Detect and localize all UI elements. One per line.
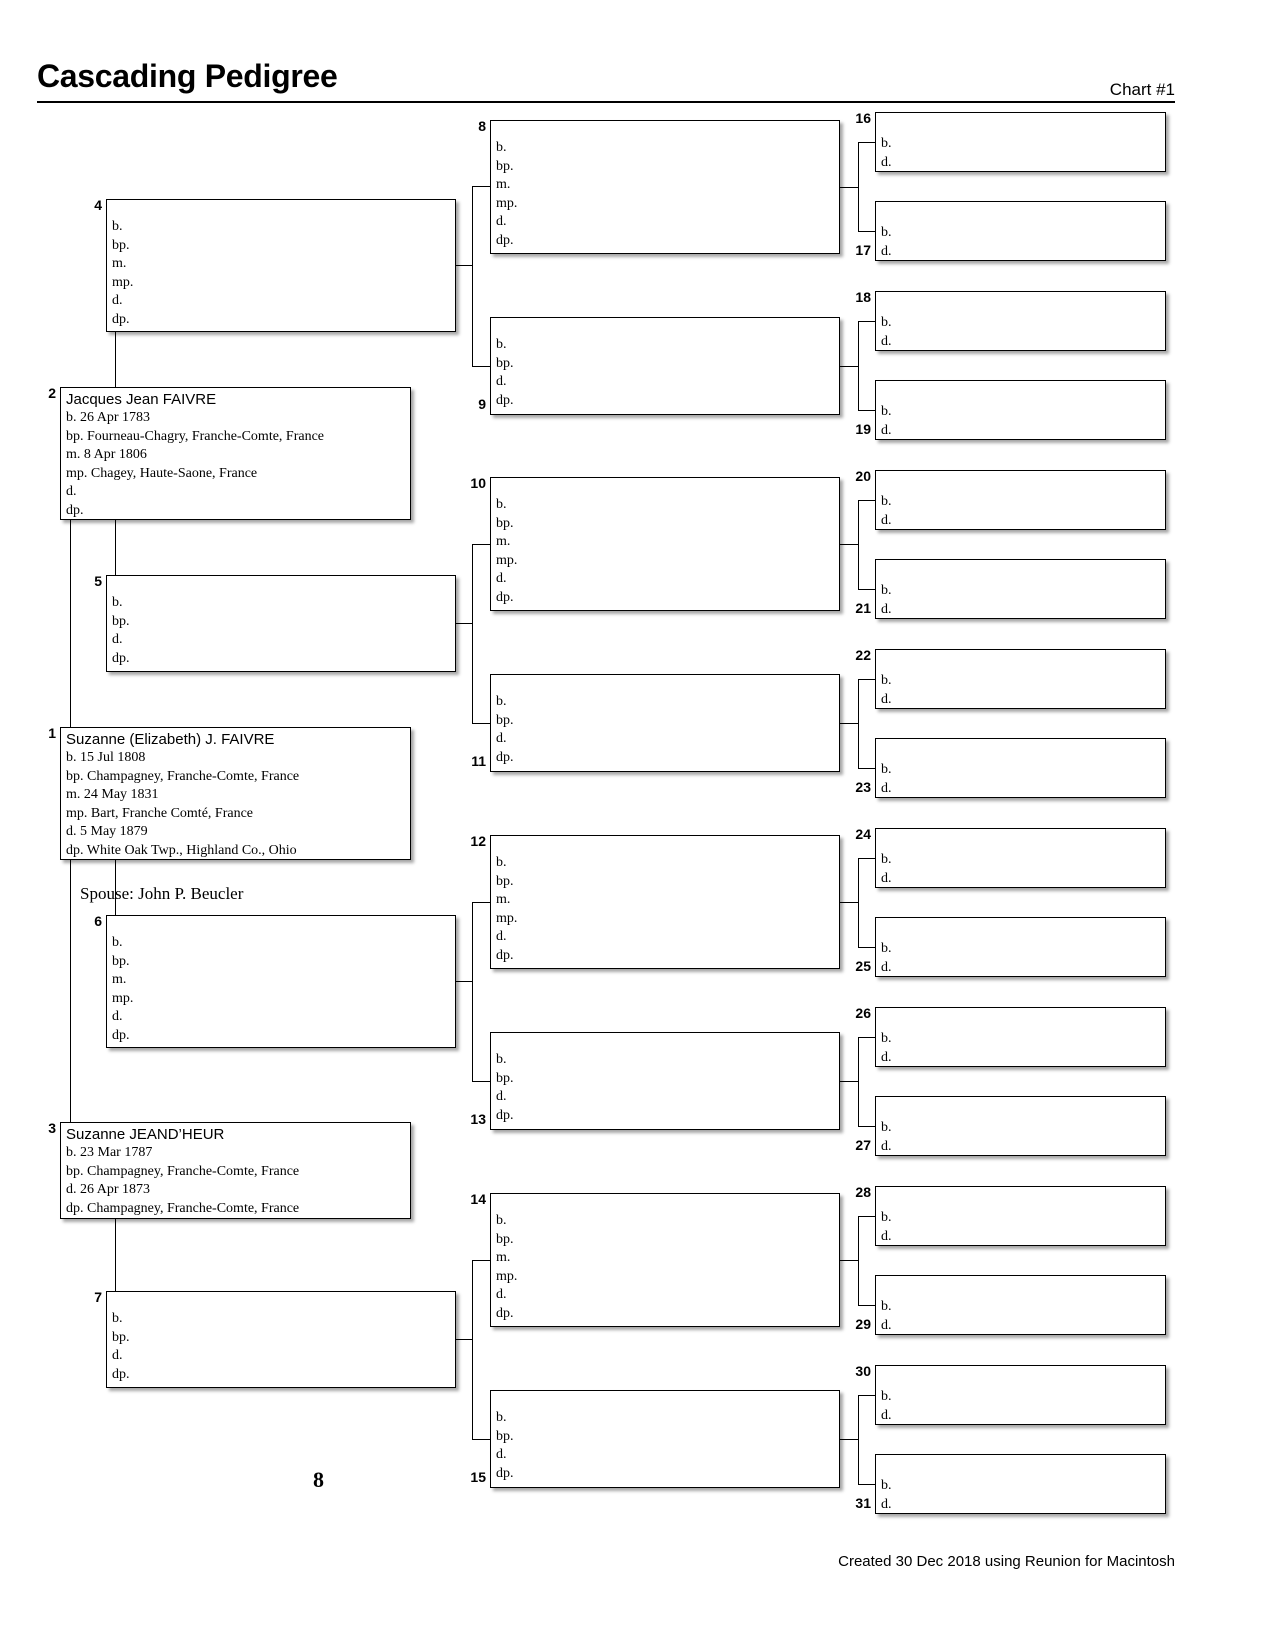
connector-line-vertical [115,1219,116,1291]
person-box-16 [875,112,1166,172]
person-detail-line: m. 24 May 1831 [66,787,159,802]
connector-line-vertical [472,1260,473,1439]
person-detail-line: bp. [112,237,130,253]
ahnentafel-number: 31 [855,1495,871,1511]
connector-line-horizontal [472,1439,490,1440]
person-detail-line: b. [881,583,892,598]
person-detail-line: b. [881,404,892,419]
person-detail-line: d. [881,870,892,886]
person-box-21 [875,559,1166,619]
ahnentafel-number: 6 [94,913,102,929]
person-detail-line: d. [496,1089,507,1104]
connector-line-horizontal [472,366,490,367]
connector-line-vertical [70,520,71,727]
person-detail-line: d. [881,959,892,975]
person-detail-line: bp. [112,1329,130,1345]
connector-line-horizontal [840,1081,858,1082]
person-box-10 [490,477,840,611]
connector-line-horizontal [858,1395,875,1396]
connector-line-vertical [858,321,859,410]
person-detail-line: m. 8 Apr 1806 [66,447,147,462]
person-box-24 [875,828,1166,888]
person-detail-line: b. [496,337,507,352]
ahnentafel-number: 1 [48,725,56,741]
connector-line-horizontal [840,187,858,188]
ahnentafel-number: 15 [470,1469,486,1485]
person-box-3 [60,1122,411,1219]
person-detail-line: dp. [112,650,130,666]
person-detail-line: d. [881,422,892,438]
person-detail-line: mp. [496,910,518,926]
person-detail-line: d. [881,1317,892,1333]
person-detail-line: d. [496,731,507,746]
person-detail-line: b. [496,140,507,155]
person-detail-line: mp. [496,195,518,211]
connector-line-horizontal [472,1081,490,1082]
person-detail-line: dp. [496,589,514,605]
ahnentafel-number: 9 [478,396,486,412]
person-box-27 [875,1096,1166,1156]
ahnentafel-number: 3 [48,1120,56,1136]
ahnentafel-number: 7 [94,1289,102,1305]
person-detail-line: bp. Fourneau-Chagry, Franche-Comte, France [66,428,325,444]
person-detail-line: b. [881,225,892,240]
ahnentafel-number: 5 [94,573,102,589]
person-detail-line: m. [496,177,511,192]
person-detail-line: b. 15 Jul 1808 [66,750,146,765]
connector-line-vertical [858,142,859,231]
ahnentafel-number: 10 [470,475,486,491]
connector-line-vertical [472,902,473,1081]
connector-line-horizontal [858,1305,875,1306]
connector-line-horizontal [472,723,490,724]
ahnentafel-number: 11 [471,753,486,769]
person-detail-line: d. [496,571,507,586]
ahnentafel-number: 19 [855,421,871,437]
person-detail-line: d. [496,929,507,944]
person-detail-line: b. [881,852,892,867]
ahnentafel-number: 14 [470,1191,486,1207]
ahnentafel-number: 12 [470,833,486,849]
connector-line-vertical [858,1395,859,1484]
connector-line-horizontal [858,231,875,232]
person-detail-line: bp. [496,873,514,889]
person-box-14 [490,1193,840,1327]
person-box-28 [875,1186,1166,1246]
ahnentafel-number: 25 [855,958,871,974]
connector-line-horizontal [472,544,490,545]
connector-line-vertical [858,500,859,589]
person-box-8 [490,120,840,254]
person-detail-line: b. [112,935,123,950]
person-detail-line: dp. [496,1305,514,1321]
connector-line-horizontal [858,321,875,322]
person-detail-line: b. [112,595,123,610]
person-detail-line: mp. [496,552,518,568]
footer-credit: Created 30 Dec 2018 using Reunion for Macintosh [838,1553,1175,1570]
person-detail-line: d. [881,333,892,349]
connector-line-horizontal [456,1339,472,1340]
person-detail-line: d. 26 Apr 1873 [66,1182,150,1197]
ahnentafel-number: 4 [94,197,102,213]
chart-number: Chart #1 [1109,80,1175,99]
ahnentafel-number: 2 [48,385,56,401]
person-detail-line: d. [496,1287,507,1302]
person-detail-line: b. [881,1389,892,1404]
person-detail-line: bp. [496,712,514,728]
person-box-18 [875,291,1166,351]
connector-line-vertical [115,332,116,387]
person-detail-line: dp. [496,947,514,963]
connector-line-horizontal [858,1126,875,1127]
connector-line-horizontal [858,500,875,501]
person-detail-line: b. [496,1213,507,1228]
person-detail-line: b. [881,941,892,956]
ahnentafel-number: 18 [855,289,871,305]
person-detail-line: bp. [496,1070,514,1086]
connector-line-vertical [858,858,859,947]
person-detail-line: b. [881,1478,892,1493]
person-detail-line: bp. [496,1231,514,1247]
person-box-31 [875,1454,1166,1514]
person-detail-line: d. [112,632,123,647]
spouse-label: Spouse: John P. Beucler [80,884,244,903]
person-detail-line: dp. [112,1366,130,1382]
ahnentafel-number: 27 [855,1137,871,1153]
person-box-17 [875,201,1166,261]
person-name: Jacques Jean FAIVRE [66,391,217,408]
connector-line-vertical [858,679,859,768]
connector-line-horizontal [840,723,858,724]
page-number: 8 [313,1467,324,1492]
person-box-2 [60,387,411,520]
person-detail-line: bp. [112,613,130,629]
person-detail-line: d. [112,293,123,308]
person-detail-line: dp. [496,1107,514,1123]
person-detail-line: b. [496,497,507,512]
person-box-7 [106,1291,456,1388]
title-rule [37,101,1175,103]
ahnentafel-number: 8 [478,118,486,134]
person-detail-line: d. [881,1407,892,1423]
person-detail-line: m. [496,534,511,549]
person-detail-line: m. [112,972,127,987]
person-detail-line: m. [496,1250,511,1265]
person-detail-line: b. [881,1299,892,1314]
person-detail-line: bp. [496,515,514,531]
person-detail-line: b. [496,694,507,709]
person-box-30 [875,1365,1166,1425]
person-box-19 [875,380,1166,440]
person-detail-line: b. [496,855,507,870]
person-detail-line: dp. [112,1027,130,1043]
connector-line-horizontal [472,902,490,903]
person-detail-line: b. [881,1120,892,1135]
person-box-9 [490,317,840,415]
connector-line-horizontal [858,768,875,769]
person-detail-line: d. [881,601,892,617]
ahnentafel-number: 23 [855,779,871,795]
person-detail-line: d. [881,780,892,796]
connector-line-horizontal [858,410,875,411]
person-detail-line: dp. Champagney, Franche-Comte, France [66,1200,300,1216]
person-detail-line: d. [66,484,77,499]
person-box-1 [60,727,411,860]
connector-line-horizontal [472,186,490,187]
person-detail-line: d. [112,1009,123,1024]
person-box-13 [490,1032,840,1130]
person-detail-line: bp. [112,953,130,969]
connector-line-horizontal [858,1216,875,1217]
person-detail-line: dp. [496,232,514,248]
person-detail-line: d. [881,243,892,259]
person-box-23 [875,738,1166,798]
person-box-6 [106,915,456,1048]
person-detail-line: d. [881,1049,892,1065]
person-detail-line: d. [496,374,507,389]
connector-line-horizontal [472,1260,490,1261]
connector-line-horizontal [456,623,472,624]
connector-line-horizontal [456,265,472,266]
connector-line-horizontal [858,1037,875,1038]
person-detail-line: b. [881,1031,892,1046]
person-detail-line: mp. Bart, Franche Comté, France [66,805,254,821]
connector-line-vertical [858,1037,859,1126]
ahnentafel-number: 29 [855,1316,871,1332]
ahnentafel-number: 13 [470,1111,486,1127]
person-detail-line: bp. Champagney, Franche-Comte, France [66,1163,300,1179]
person-detail-line: dp. [496,392,514,408]
person-detail-line: d. [881,512,892,528]
person-detail-line: m. [496,892,511,907]
person-box-29 [875,1275,1166,1335]
person-detail-line: dp. [112,311,130,327]
person-detail-line: d. [881,154,892,170]
ahnentafel-number: 20 [855,468,871,484]
ahnentafel-number: 16 [855,110,871,126]
connector-line-horizontal [456,981,472,982]
person-box-22 [875,649,1166,709]
person-detail-line: mp. Chagey, Haute-Saone, France [66,465,258,481]
ahnentafel-number: 17 [855,242,871,258]
person-detail-line: d. [881,1228,892,1244]
connector-line-vertical [472,544,473,723]
person-detail-line: bp. [496,158,514,174]
connector-line-vertical [472,186,473,366]
person-detail-line: b. 26 Apr 1783 [66,410,150,425]
ahnentafel-number: 21 [855,600,871,616]
connector-line-horizontal [858,589,875,590]
person-detail-line: mp. [112,990,134,1006]
person-detail-line: b. [112,1311,123,1326]
person-detail-line: bp. [496,355,514,371]
person-detail-line: b. [881,762,892,777]
person-detail-line: b. [881,315,892,330]
connector-line-horizontal [840,544,858,545]
person-detail-line: mp. [496,1268,518,1284]
person-detail-line: dp. [496,749,514,765]
chart-title: Cascading Pedigree [37,58,338,94]
ahnentafel-number: 30 [855,1363,871,1379]
person-detail-line: d. [881,1138,892,1154]
connector-line-horizontal [840,1439,858,1440]
person-detail-line: mp. [112,274,134,290]
person-detail-line: b. [496,1410,507,1425]
ahnentafel-number: 26 [855,1005,871,1021]
connector-line-horizontal [840,902,858,903]
connector-line-horizontal [858,679,875,680]
connector-line-vertical [115,520,116,575]
person-detail-line: m. [112,256,127,271]
connector-line-horizontal [858,947,875,948]
person-detail-line: d. [496,1447,507,1462]
person-detail-line: bp. Champagney, Franche-Comte, France [66,768,300,784]
person-box-11 [490,674,840,772]
person-box-4 [106,199,456,332]
person-box-26 [875,1007,1166,1067]
person-detail-line: b. [496,1052,507,1067]
person-detail-line: d. [881,691,892,707]
connector-line-horizontal [858,1484,875,1485]
person-box-12 [490,835,840,969]
person-detail-line: b. 23 Mar 1787 [66,1145,153,1160]
person-detail-line: d. 5 May 1879 [66,824,148,839]
connector-line-horizontal [858,858,875,859]
person-detail-line: d. [496,214,507,229]
connector-line-horizontal [858,142,875,143]
person-detail-line: d. [881,1496,892,1512]
person-name: Suzanne (Elizabeth) J. FAIVRE [66,731,275,748]
person-box-20 [875,470,1166,530]
person-name: Suzanne JEAND’HEUR [66,1126,225,1143]
person-detail-line: b. [881,1210,892,1225]
person-box-25 [875,917,1166,977]
person-detail-line: dp. [496,1465,514,1481]
person-detail-line: b. [881,673,892,688]
person-detail-line: b. [112,219,123,234]
connector-line-horizontal [840,366,858,367]
ahnentafel-number: 28 [855,1184,871,1200]
person-detail-line: bp. [496,1428,514,1444]
person-detail-line: dp. [66,502,84,518]
connector-line-vertical [70,860,71,1122]
person-detail-line: b. [881,136,892,151]
ahnentafel-number: 24 [855,826,871,842]
person-box-5 [106,575,456,672]
person-detail-line: b. [881,494,892,509]
ahnentafel-number: 22 [855,647,871,663]
person-detail-line: dp. White Oak Twp., Highland Co., Ohio [66,842,297,858]
person-box-15 [490,1390,840,1488]
connector-line-horizontal [840,1260,858,1261]
connector-line-vertical [858,1216,859,1305]
person-detail-line: d. [112,1348,123,1363]
